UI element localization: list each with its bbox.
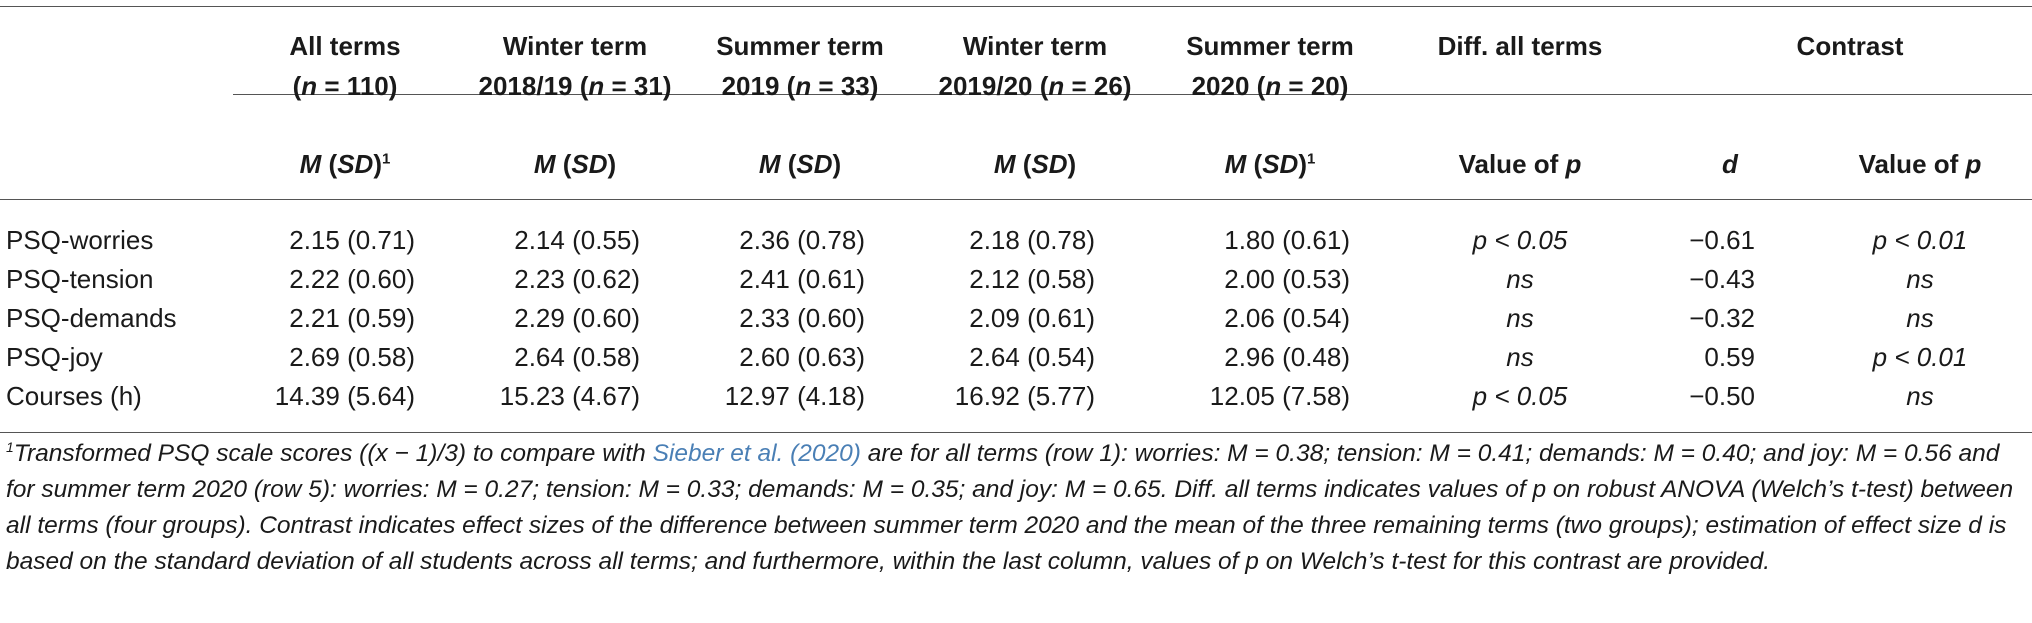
header-diff-all-terms: Diff. all terms xyxy=(1437,31,1603,61)
cell-summer-2019: 2.41 (0.61) xyxy=(739,264,865,294)
table-bottom-rule xyxy=(0,432,2032,433)
cell-contrast-p: ns xyxy=(1906,381,1934,411)
header-summer-2020: Summer term 2020 (n = 20) xyxy=(1186,31,1354,101)
cell-summer-2019: 2.60 (0.63) xyxy=(739,342,865,372)
cell-summer-2019: 2.33 (0.60) xyxy=(739,303,865,333)
cell-winter-2019-20: 2.18 (0.78) xyxy=(969,225,1095,255)
cell-contrast-d: −0.50 xyxy=(1689,381,1755,411)
cell-contrast-p: ns xyxy=(1906,264,1934,294)
cell-summer-2020: 2.96 (0.48) xyxy=(1224,342,1350,372)
cell-summer-2019: 2.36 (0.78) xyxy=(739,225,865,255)
header-winter-2019-20: Winter term 2019/20 (n = 26) xyxy=(938,31,1132,101)
cell-diff-p: ns xyxy=(1506,303,1534,333)
row-label: Courses (h) xyxy=(6,381,142,411)
cell-winter-2019-20: 2.12 (0.58) xyxy=(969,264,1095,294)
cell-summer-2020: 2.06 (0.54) xyxy=(1224,303,1350,333)
cell-contrast-d: 0.59 xyxy=(1704,342,1755,372)
subheader-value-of-p-contrast: Value of p xyxy=(1858,149,1982,179)
cell-contrast-d: −0.32 xyxy=(1689,303,1755,333)
subheader-value-of-p-diff: Value of p xyxy=(1458,149,1582,179)
row-label: PSQ-demands xyxy=(6,303,177,333)
subheader-m-sd-s20: M (SD)$^1$ xyxy=(1224,149,1316,179)
citation-link[interactable]: Sieber et al. (2020) xyxy=(652,440,861,467)
cell-summer-2020: 1.80 (0.61) xyxy=(1224,225,1350,255)
cell-diff-p: p < 0.05 xyxy=(1472,225,1568,255)
cell-all-terms: 2.22 (0.60) xyxy=(289,264,415,294)
table-footnote: $^1$Transformed PSQ scale scores ((x − 1)/3) to compare with Sieber et al. (2020) are for all terms (row 1): worries: M = 0.38; tension: M = 0.41; demands: M = 0.40; and joy: M = 0.56 and for summer term 2020 (row 5): worries: M = 0.27; tension: M = 0.33; demands: M = 0.35; and joy: M = 0.65. Diff. all terms indicates values of p on robust ANOVA (Welch’s t-test) between all terms (four groups). Contrast indicates effect sizes of the difference between summer term 2020 and the mean of the three remaining terms (two groups); estimation of effect size d is based on the standard deviation of all students across all terms; and furthermore, within the last column, values of p on Welch’s t-test for this contrast are provided. xyxy=(6,438,2014,575)
cell-all-terms: 2.21 (0.59) xyxy=(289,303,415,333)
header-contrast: Contrast xyxy=(1796,31,1904,61)
cell-contrast-p: p < 0.01 xyxy=(1872,225,1968,255)
header-winter-2018-19: Winter term 2018/19 (n = 31) xyxy=(478,31,672,101)
subheader-m-sd-w1920: M (SD) xyxy=(993,149,1077,179)
cell-contrast-p: p < 0.01 xyxy=(1872,342,1968,372)
cell-all-terms: 14.39 (5.64) xyxy=(274,381,415,411)
cell-all-terms: 2.69 (0.58) xyxy=(289,342,415,372)
cell-winter-2018-19: 2.23 (0.62) xyxy=(514,264,640,294)
cell-winter-2018-19: 2.14 (0.55) xyxy=(514,225,640,255)
subheader-bottom-rule xyxy=(0,199,2032,200)
cell-summer-2020: 12.05 (7.58) xyxy=(1209,381,1350,411)
cell-summer-2020: 2.00 (0.53) xyxy=(1224,264,1350,294)
cell-winter-2018-19: 2.29 (0.60) xyxy=(514,303,640,333)
row-label: PSQ-joy xyxy=(6,342,103,372)
row-label: PSQ-tension xyxy=(6,264,154,294)
cell-contrast-d: −0.43 xyxy=(1689,264,1755,294)
cell-winter-2019-20: 2.64 (0.54) xyxy=(969,342,1095,372)
cell-summer-2019: 12.97 (4.18) xyxy=(724,381,865,411)
subheader-m-sd-all: M (SD)$^1$ xyxy=(299,149,391,179)
cell-winter-2018-19: 15.23 (4.67) xyxy=(499,381,640,411)
subheader-m-sd-w1819: M (SD) xyxy=(533,149,617,179)
header-all-terms: All terms (n = 110) xyxy=(289,31,401,101)
subheader-d: d xyxy=(1722,149,1738,179)
cell-winter-2018-19: 2.64 (0.58) xyxy=(514,342,640,372)
cell-diff-p: ns xyxy=(1506,342,1534,372)
cell-contrast-p: ns xyxy=(1906,303,1934,333)
header-summer-2019: Summer term 2019 (n = 33) xyxy=(716,31,884,101)
cell-winter-2019-20: 2.09 (0.61) xyxy=(969,303,1095,333)
row-label: PSQ-worries xyxy=(6,225,154,255)
cell-winter-2019-20: 16.92 (5.77) xyxy=(954,381,1095,411)
table-top-rule xyxy=(0,6,2032,7)
cell-diff-p: p < 0.05 xyxy=(1472,381,1568,411)
cell-contrast-d: −0.61 xyxy=(1689,225,1755,255)
cell-all-terms: 2.15 (0.71) xyxy=(289,225,415,255)
cell-diff-p: ns xyxy=(1506,264,1534,294)
subheader-m-sd-s19: M (SD) xyxy=(758,149,842,179)
